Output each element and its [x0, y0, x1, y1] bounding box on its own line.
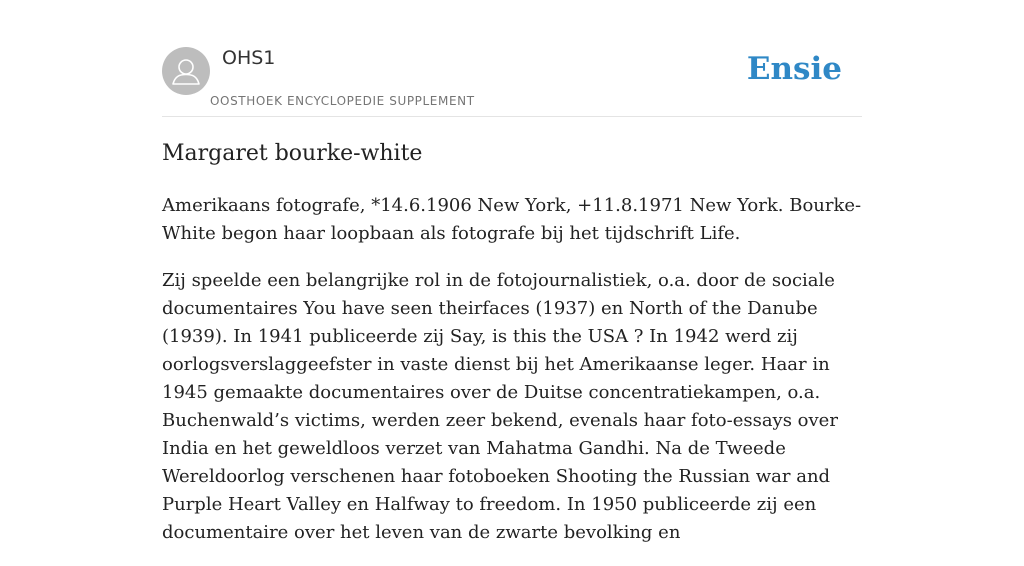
article-paragraph-2: Zij speelde een belangrijke rol in de fotojournalistiek, o.a. door de sociale documentaires You have seen theirfaces (1937) en North of the Danube (1939). In 1941 publiceerde zij Say, is this the USA ? In 1942 werd zij oorlogsverslaggeefster in vaste dienst bij het Amerikaanse leger. Haar in 1945 gemaakte documentaires over de Duitse concentratiekampen, o.a. Buchenwald’s victims, werden zeer bekend, evenals haar foto-essays over India en het geweldloos verzet van Mahatma Gandhi. Na de Tweede Wereldoorlog verschenen haar fotoboeken Shooting the Russian war and Purple Heart Valley en Halfway to freedom. In 1950 publiceerde zij een documentaire over het leven van de zwarte bevolking en — [162, 270, 838, 543]
article-title: Margaret bourke-white — [162, 141, 423, 166]
author-name[interactable]: OHS1 — [222, 47, 276, 69]
user-avatar-icon[interactable] — [162, 47, 210, 95]
source-name[interactable]: OOSTHOEK ENCYCLOPEDIE SUPPLEMENT — [210, 94, 475, 108]
article-paragraph-1: Amerikaans fotografe, *14.6.1906 New York, +11.8.1971 New York. Bourke-White begon haar loopbaan als fotografe bij het tijdschrift Life. — [162, 195, 862, 244]
brand-logo[interactable]: Ensie — [746, 51, 842, 87]
article-body — [162, 192, 864, 566]
user-silhouette-icon — [162, 47, 210, 95]
article-header — [162, 0, 862, 117]
